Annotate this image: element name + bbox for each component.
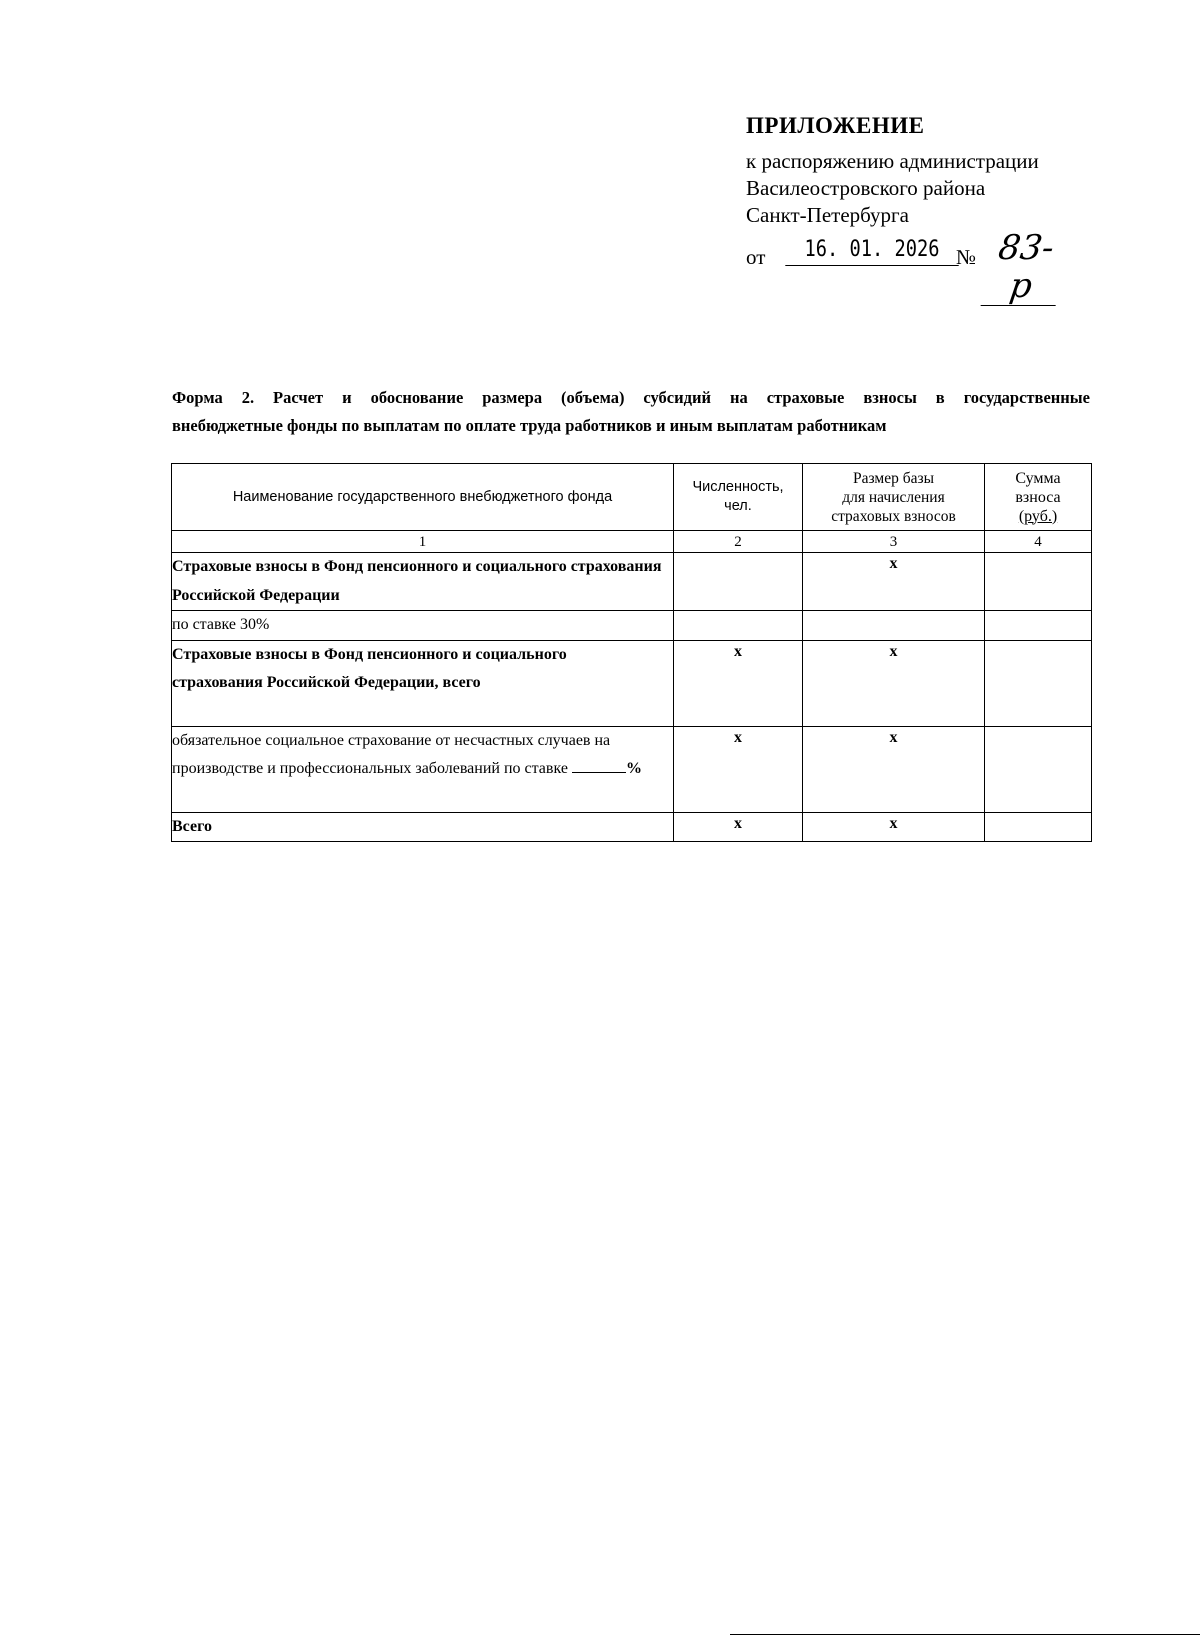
column-number-row [172, 531, 1092, 553]
date-number-row [746, 228, 1166, 306]
contributions-table [171, 463, 1092, 842]
row-name: Страховые взносы в Фонд пенсионного и социального страхования Российской Федерации [172, 553, 674, 611]
header-base: Размер базы для начисления страховых взносов [803, 464, 985, 531]
row-name: Страховые взносы в Фонд пенсионного и социального страхования Российской Федерации, всего [172, 640, 674, 726]
row-headcount: x [674, 812, 803, 842]
row-amount [985, 640, 1092, 726]
order-date: 16. 01. 2026 [785, 235, 958, 266]
appendix-block [746, 112, 1166, 306]
row-name-text: обязательное социальное страхование от несчастных случаев на производстве и профессиональных заболеваний по ставке [172, 731, 611, 777]
table-row [172, 726, 1092, 812]
row-name [172, 726, 674, 812]
rate-percent: % [625, 760, 642, 777]
header-amount: Сумма взноса (руб.) [985, 464, 1092, 531]
row-base: x [803, 640, 985, 726]
row-amount [985, 553, 1092, 611]
appendix-line-1: к распоряжению администрации [746, 149, 1039, 173]
row-base: x [803, 553, 985, 611]
column-number: 4 [985, 531, 1092, 553]
table-row [172, 611, 1092, 641]
table-row [172, 553, 1092, 611]
row-amount [985, 611, 1092, 641]
appendix-title: ПРИЛОЖЕНИЕ [746, 113, 925, 138]
header-fund-name: Наименование государственного внебюджетного фонда [172, 464, 674, 531]
order-number: 83-р [981, 229, 1067, 306]
bottom-rule [730, 1634, 1200, 1635]
number-sign: № [956, 245, 977, 269]
row-base: x [803, 726, 985, 812]
date-prefix: от [746, 245, 766, 269]
column-number: 2 [674, 531, 803, 553]
form-title-line-2: внебюджетные фонды по выплатам по оплате труда работников и иным выплатам работникам [172, 416, 887, 435]
table-row [172, 640, 1092, 726]
row-headcount: x [674, 640, 803, 726]
row-base [803, 611, 985, 641]
row-base: x [803, 812, 985, 842]
column-number: 1 [172, 531, 674, 553]
form-title-line-1: Форма 2. Расчет и обоснование размера (объема) субсидий на страховые взносы в государственные [172, 388, 1090, 407]
row-amount [985, 812, 1092, 842]
appendix-line-2: Василеостровского района [746, 176, 986, 200]
rate-blank [572, 758, 626, 773]
table-header-row [172, 464, 1092, 531]
row-name: по ставке 30% [172, 611, 674, 641]
form-title [172, 384, 1090, 440]
table-row [172, 812, 1092, 842]
header-headcount: Численность, чел. [674, 464, 803, 531]
row-headcount [674, 553, 803, 611]
row-amount [985, 726, 1092, 812]
row-name: Всего [172, 812, 674, 842]
column-number: 3 [803, 531, 985, 553]
row-headcount [674, 611, 803, 641]
row-headcount: x [674, 726, 803, 812]
appendix-line-3: Санкт-Петербурга [746, 203, 909, 227]
